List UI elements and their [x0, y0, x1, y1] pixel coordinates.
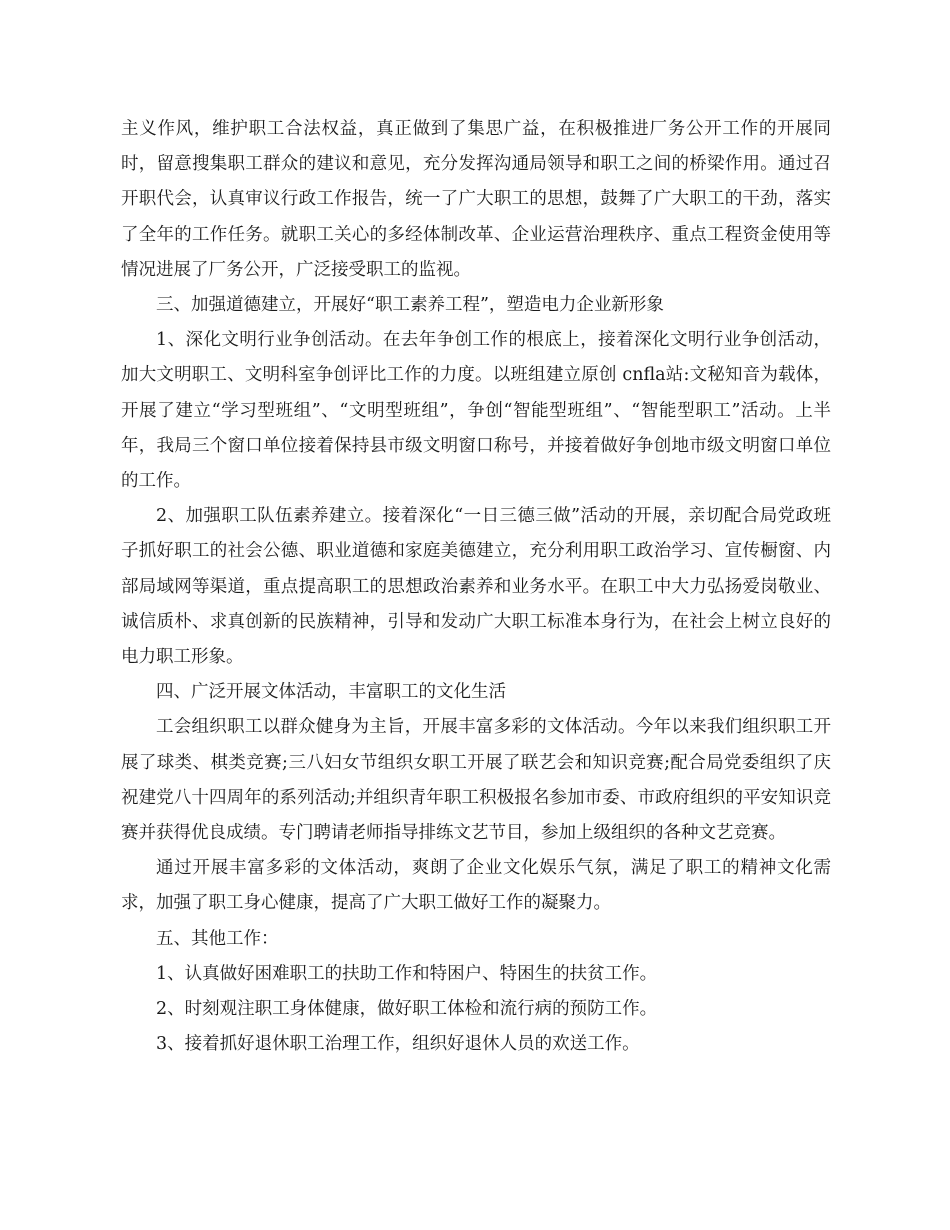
section-heading-4: 四、广泛开展文体活动，丰富职工的文化生活 — [156, 682, 506, 703]
list-item-3: 3、接着抓好退休职工治理工作，组织好退休人员的欢送工作。 — [156, 1034, 640, 1055]
section-heading-3: 三、加强道德建立，开展好“职工素养工程”，塑造电力企业新形象 — [156, 295, 664, 316]
section-heading-5: 五、其他工作： — [156, 928, 279, 949]
list-item-2: 2、时刻观注职工身体健康，做好职工体检和流行病的预防工作。 — [156, 999, 658, 1020]
paragraph-civilization-campaign: 1、深化文明行业争创活动。在去年争创工作的根底上，接着深化文明行业争创活动，加大文明职工、文明科室争创评比工作的力度。以班组建立原创 cnfla站:文秘知音为载体，开展了建立“学习型班组”、“文明型班组”，争创“智能型班组”、“智能型职工”活动。上半年，我局三个窗口单位接着保持县市级文明窗口称号，并接着做好争创地市级文明窗口单位的工作。 — [121, 330, 831, 492]
list-item-1: 1、认真做好困难职工的扶助工作和特困户、特困生的扶贫工作。 — [156, 963, 658, 984]
paragraph-cultural-activities: 工会组织职工以群众健身为主旨，开展丰富多彩的文体活动。今年以来我们组织职工开展了球类、棋类竞赛;三八妇女节组织女职工开展了联艺会和知识竞赛;配合局党委组织了庆祝建党八十四周年的系列活动;并组织青年职工积极报名参加市委、市政府组织的平安知识竞赛并获得优良成绩。专门聘请老师指导排练文艺节目，参加上级组织的各种文艺竞赛。 — [121, 717, 831, 844]
document-body — [121, 112, 831, 1062]
paragraph-workforce-quality: 2、加强职工队伍素养建立。接着深化“一日三德三做”活动的开展，亲切配合局党政班子抓好职工的社会公德、职业道德和家庭美德建立，充分利用职工政治学习、宣传橱窗、内部局域网等渠道，重点提高职工的思想政治素养和业务水平。在职工中大力弘扬爱岗敬业、诚信质朴、求真创新的民族精神，引导和发动广大职工标准本身行为，在社会上树立良好的电力职工形象。 — [121, 506, 831, 668]
paragraph-continuation: 主义作风，维护职工合法权益，真正做到了集思广益，在积极推进厂务公开工作的开展同时，留意搜集职工群众的建议和意见，充分发挥沟通局领导和职工之间的桥梁作用。通过召开职代会，认真审议行政工作报告，统一了广大职工的思想，鼓舞了广大职工的干劲，落实了全年的工作任务。就职工关心的多经体制改革、企业运营治理秩序、重点工程资金使用等情况进展了厂务公开，广泛接受职工的监视。 — [121, 119, 831, 280]
paragraph-activity-results: 通过开展丰富多彩的文体活动，爽朗了企业文化娱乐气氛，满足了职工的精神文化需求，加强了职工身心健康，提高了广大职工做好工作的凝聚力。 — [121, 858, 831, 914]
